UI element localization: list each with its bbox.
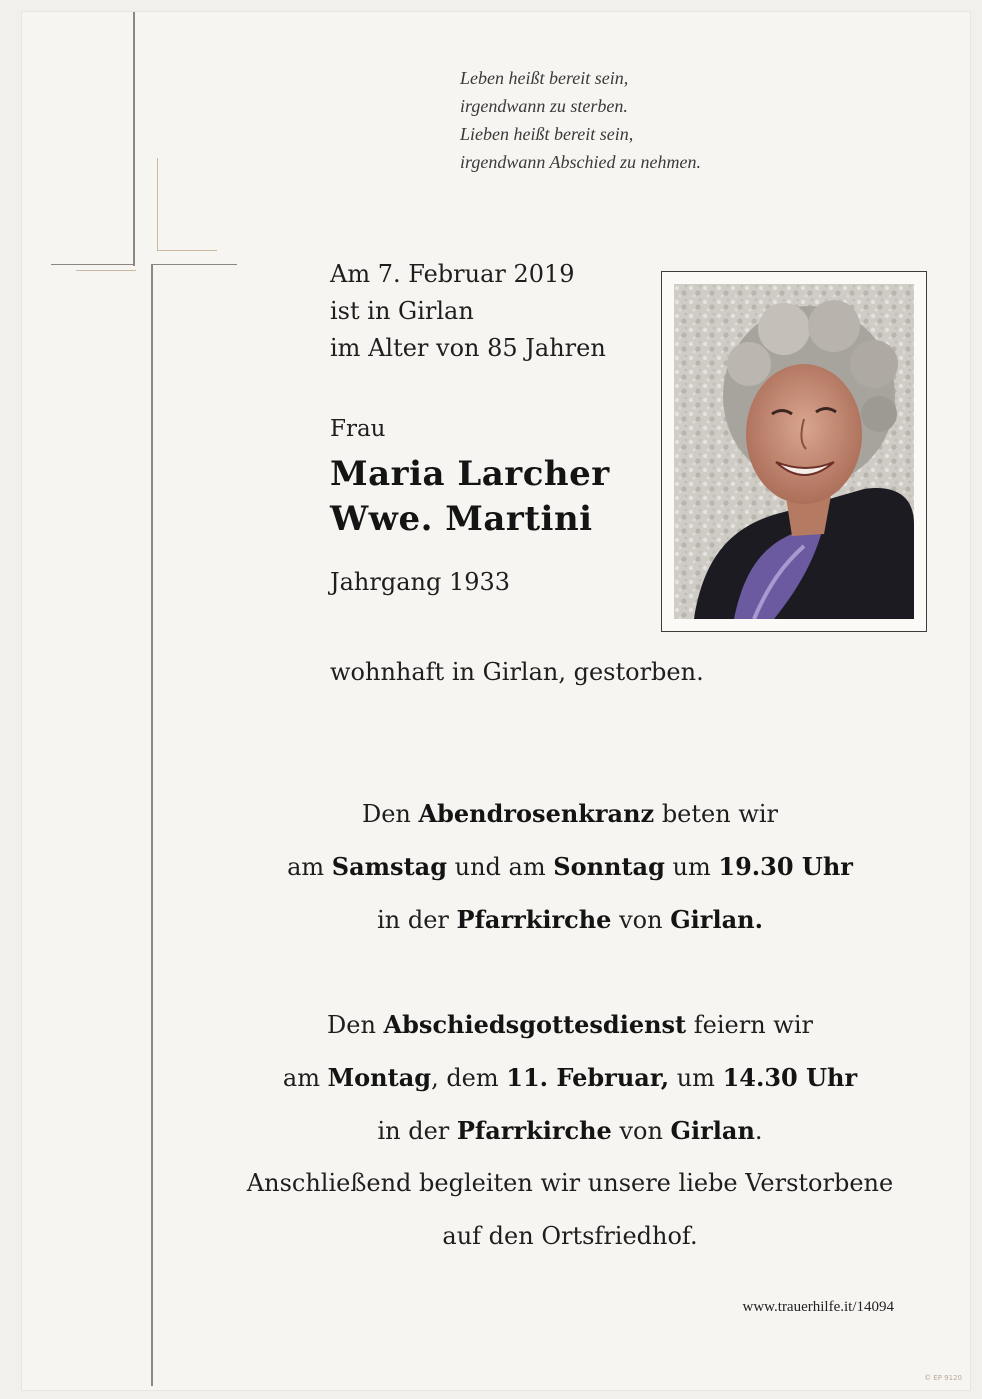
date-line: Am 7. Februar 2019: [330, 260, 575, 288]
name-line: Wwe. Martini: [330, 499, 593, 539]
place-line: ist in Girlan: [330, 297, 474, 325]
rosary-line: [160, 893, 980, 946]
plain-text: .: [754, 1117, 763, 1145]
quote-line: irgendwann Abschied zu nehmen.: [460, 152, 701, 172]
emphasis-text: Girlan.: [670, 905, 763, 934]
funeral-line: [160, 1210, 980, 1263]
name-line: Maria Larcher: [330, 454, 610, 494]
emphasis-text: Abendrosenkranz: [418, 799, 655, 828]
plain-text: Den: [361, 800, 419, 828]
residence-line: wohnhaft in Girlan, gestorben.: [330, 658, 704, 686]
emphasis-text: Pfarrkirche: [456, 1116, 612, 1145]
quote-line: Lieben heißt bereit sein,: [460, 124, 634, 144]
plain-text: auf den Ortsfriedhof.: [442, 1222, 698, 1250]
memorial-quote: [460, 64, 701, 176]
emphasis-text: Montag: [327, 1063, 432, 1092]
rosary-announcement: [160, 787, 980, 946]
emphasis-text: Samstag: [331, 852, 447, 881]
quote-line: irgendwann zu sterben.: [460, 96, 628, 116]
plain-text: von: [611, 906, 671, 934]
emphasis-text: 14.30 Uhr: [722, 1063, 858, 1092]
funeral-line: [160, 998, 980, 1051]
emphasis-text: 19.30 Uhr: [718, 852, 853, 881]
emphasis-text: Girlan: [670, 1116, 755, 1145]
deceased-name: [330, 452, 610, 542]
emphasis-text: Abschiedsgottesdienst: [383, 1010, 687, 1039]
funeral-announcement: [160, 998, 980, 1263]
funeral-line: [160, 1157, 980, 1210]
plain-text: um: [664, 853, 719, 881]
plain-text: am: [287, 853, 332, 881]
funeral-line: [160, 1104, 980, 1157]
website-url: www.trauerhilfe.it/14094: [742, 1299, 894, 1315]
plain-text: , dem: [431, 1064, 507, 1092]
birth-year: Jahrgang 1933: [330, 568, 511, 596]
portrait-photo: [674, 284, 914, 619]
plain-text: Anschließend begleiten wir unsere liebe Verstorbene: [246, 1169, 894, 1197]
plain-text: in der: [377, 906, 457, 934]
salutation: Frau: [330, 416, 386, 442]
funeral-line: [160, 1051, 980, 1104]
rosary-line: [160, 787, 980, 840]
emphasis-text: Pfarrkirche: [456, 905, 612, 934]
plain-text: und am: [447, 853, 554, 881]
plain-text: von: [611, 1117, 671, 1145]
plain-text: um: [669, 1064, 723, 1092]
plain-text: beten wir: [654, 800, 779, 828]
print-code: © EP 9120: [924, 1374, 962, 1382]
plain-text: feiern wir: [686, 1011, 813, 1039]
plain-text: Den: [327, 1011, 384, 1039]
emphasis-text: Sonntag: [553, 852, 665, 881]
plain-text: in der: [377, 1117, 457, 1145]
portrait-frame: [661, 271, 927, 632]
emphasis-text: 11. Februar,: [506, 1063, 670, 1092]
age-line: im Alter von 85 Jahren: [330, 334, 606, 362]
plain-text: am: [282, 1064, 328, 1092]
quote-line: Leben heißt bereit sein,: [460, 68, 629, 88]
death-announcement: [330, 256, 606, 367]
rosary-line: [160, 840, 980, 893]
